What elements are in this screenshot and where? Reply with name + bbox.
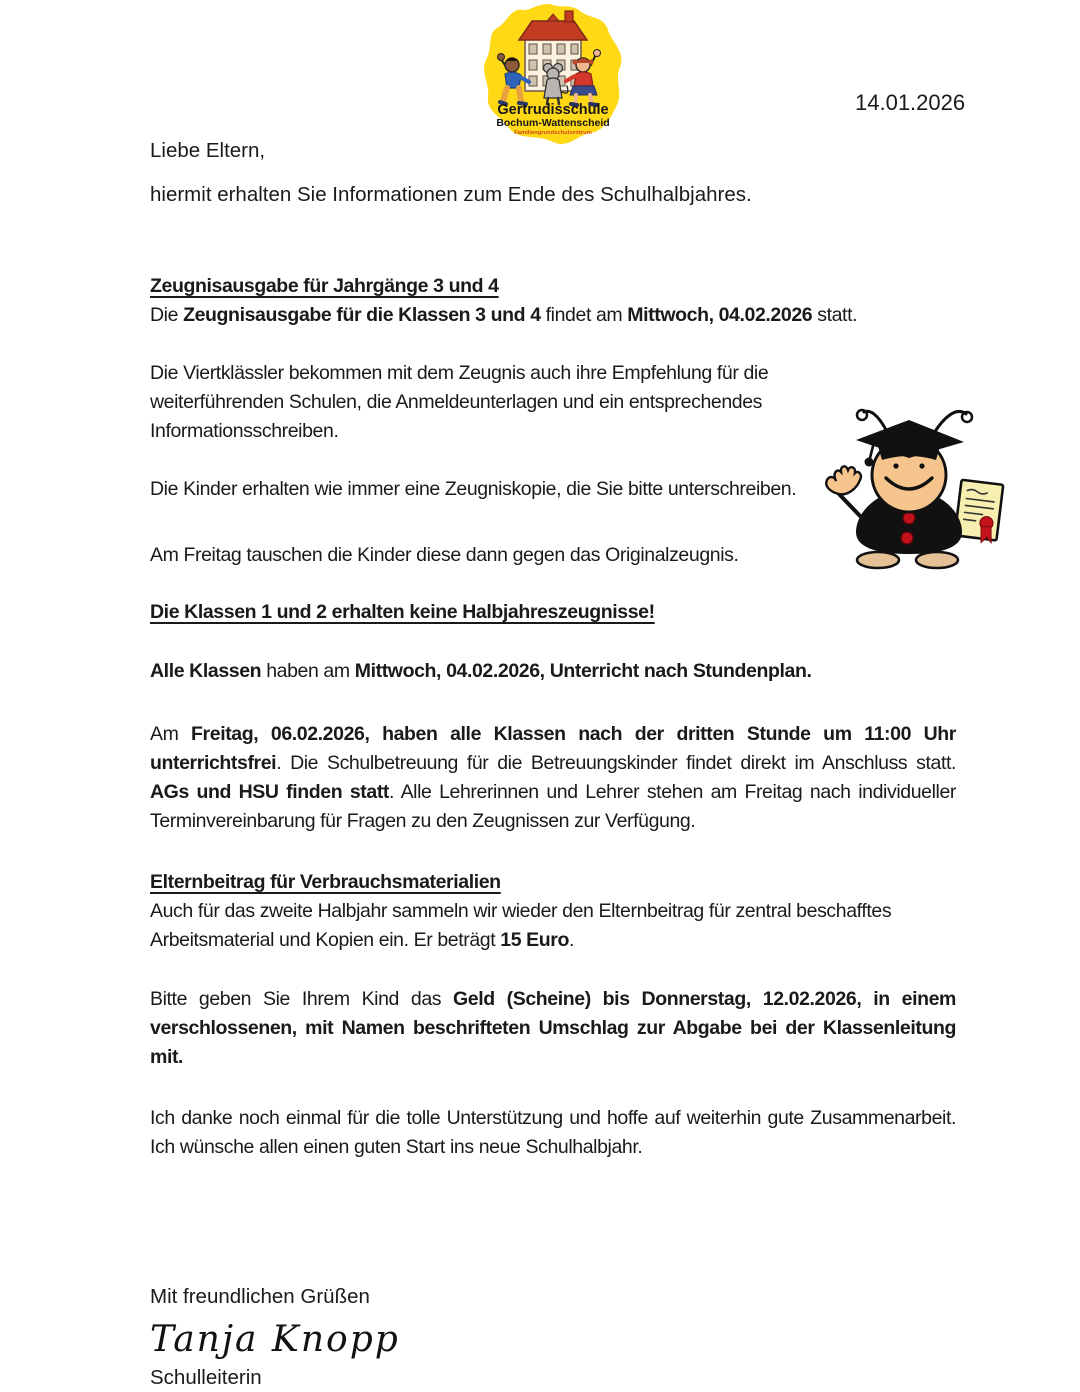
- letter-date: 14.01.2026: [855, 90, 966, 115]
- paragraph-elternbeitrag: Auch für das zweite Halbjahr sammeln wir wieder den Elternbeitrag für zentral beschafftes Arbeitsmaterial und Kopien ein. Er beträgt 15 Euro.: [150, 900, 892, 951]
- paragraph-viertklaessler: Die Viertklässler bekommen mit dem Zeugnis auch ihre Empfehlung für die weiterführenden Schulen, die Anmeldeunterlagen und ein entsprechendes Informationsschreiben.: [150, 362, 769, 442]
- heading-zeugnisausgabe: Zeugnisausgabe für Jahrgänge 3 und 4: [150, 275, 499, 297]
- paragraph-stundenplan: Alle Klassen haben am Mittwoch, 04.02.2026, Unterricht nach Stundenplan.: [150, 660, 812, 682]
- paragraph-dank: Ich danke noch einmal für die tolle Unterstützung und hoffe auf weiterhin gute Zusammenarbeit. Ich wünsche allen einen guten Start ins neue Schulhalbjahr.: [150, 1107, 956, 1158]
- logo-subtitle: Familiengrundschulzentrum: [514, 130, 592, 136]
- paragraph-originalzeugnis: Am Freitag tauschen die Kinder diese dann gegen das Originalzeugnis.: [150, 544, 739, 566]
- paragraph-zeugnisausgabe-termin: Die Zeugnisausgabe für die Klassen 3 und 4 findet am Mittwoch, 04.02.2026 statt.: [150, 304, 858, 326]
- heading-elternbeitrag: Elternbeitrag für Verbrauchsmaterialien: [150, 871, 501, 893]
- signature: Tanja Knopp: [150, 1319, 400, 1360]
- salutation: Liebe Eltern,: [150, 139, 266, 162]
- heading-keine-halbjahreszeugnisse: Die Klassen 1 und 2 erhalten keine Halbjahreszeugnisse!: [150, 601, 655, 623]
- intro-paragraph: hiermit erhalten Sie Informationen zum Ende des Schulhalbjahres.: [150, 183, 752, 206]
- letter-body: [150, 0, 956, 1392]
- logo-school-name: Gertrudisschule: [497, 102, 609, 118]
- closing-greeting: Mit freundlichen Grüßen: [150, 1285, 370, 1308]
- paragraph-freitag-unterrichtsfrei: Am Freitag, 06.02.2026, haben alle Klassen nach der dritten Stunde um 11:00 Uhr unterrichtsfrei. Die Schulbetreuung für die Betreuungskinder findet direkt im Anschluss statt. AGs und HSU finden statt. Alle Lehrerinnen und Lehrer stehen am Freitag nach individueller Terminvereinbarung für Fragen zu den Zeugnissen zur Verfügung.: [150, 723, 956, 832]
- paragraph-zeugniskopie: Die Kinder erhalten wie immer eine Zeugniskopie, die Sie bitte unterschreiben.: [150, 478, 797, 500]
- logo-city: Bochum-Wattenscheid: [496, 117, 610, 129]
- signer-role: Schulleiterin: [150, 1366, 262, 1389]
- paragraph-geld-umschlag: Bitte geben Sie Ihrem Kind das Geld (Scheine) bis Donnerstag, 12.02.2026, in einem verschlossenen, mit Namen beschrifteten Umschlag zur Abgabe bei der Klassenleitung mit.: [150, 988, 956, 1068]
